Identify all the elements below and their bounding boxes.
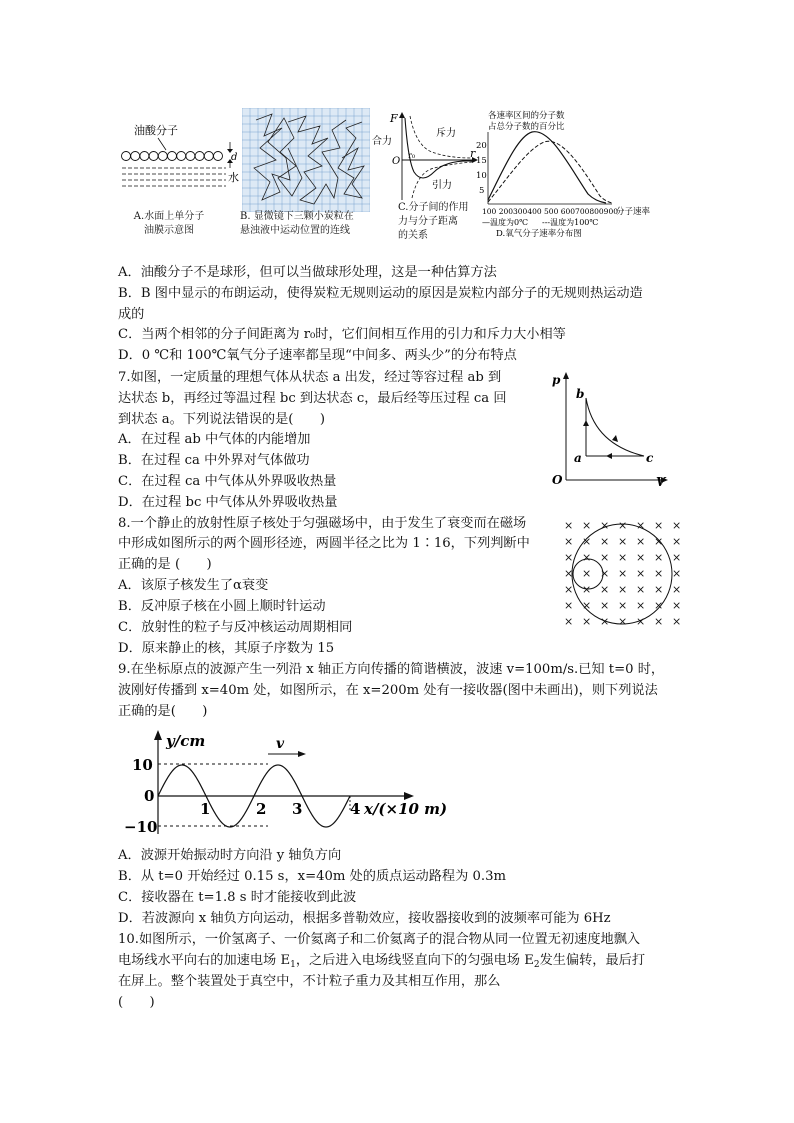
figure-d-y-tick-20: 20 — [476, 141, 487, 151]
q7-stem-line1: 7.如图，一定质量的理想气体从状态 a 出发，经过等容过程 ab 到 — [118, 370, 502, 385]
q9-option-d: D．若波源向 x 轴负方向运动，根据多普勒效应，接收器接收到的波频率可能为 6Hz — [118, 911, 611, 926]
q7-p-axis: p — [552, 373, 561, 387]
field-cross: × — [654, 519, 664, 532]
q10-stem-line2: 电场线水平向右的加速电场 $E_1$，之后进入电场线竖直向下的匀强电场 $E_2$发生偏转，最后打 — [118, 953, 646, 970]
field-cross: × — [636, 519, 646, 532]
oil-molecule — [158, 152, 167, 161]
field-cross: × — [618, 567, 628, 580]
field-cross: × — [654, 615, 664, 628]
field-cross: × — [618, 615, 628, 628]
q10-stem-line1: 10.如图所示，一价氢离子、一价氦离子和二价氦离子的混合物从同一位置无初速度地飘入 — [118, 932, 641, 947]
oil-molecule — [204, 152, 213, 161]
field-cross: × — [672, 599, 682, 612]
field-cross: × — [672, 535, 682, 548]
q7-state-a: a — [574, 451, 582, 465]
oil-molecule — [195, 152, 204, 161]
field-cross: × — [582, 535, 592, 548]
field-cross: × — [564, 519, 574, 532]
q7-pv-diagram — [546, 370, 672, 488]
q9-stem-line2: 波刚好传播到 x=40m 处，如图所示，在 x=200m 处有一接收器(图中未画出)，则下列说法 — [118, 683, 658, 698]
attraction-label: 引力 — [432, 180, 452, 191]
q9-v-label: v — [276, 736, 285, 752]
field-cross: × — [600, 615, 610, 628]
q7-option-d: D．在过程 bc 中气体从外界吸收热量 — [118, 495, 338, 510]
q8-stem-line2: 中形成如图所示的两个圆形径迹，两圆半径之比为 1∶16，下列判断中 — [118, 536, 530, 551]
field-cross: × — [564, 567, 574, 580]
field-cross: × — [672, 551, 682, 564]
field-cross: × — [600, 567, 610, 580]
r0-label: r₀ — [408, 151, 416, 160]
q9-option-c: C．接收器在 t=1.8 s 时才能接收到此波 — [118, 890, 357, 905]
figure-c-caption: C.分子间的作用 力与分子距离 的关系 — [398, 202, 469, 241]
repulsion-label: 斥力 — [436, 128, 456, 139]
q6-option-b-line1: B．B 图中显示的布朗运动，使得炭粒无规则运动的原因是炭粒内部分子的无规则热运动造 — [118, 286, 643, 301]
field-cross: × — [600, 583, 610, 596]
field-cross: × — [618, 519, 628, 532]
q6-option-d: D．0 ℃和 100℃氧气分子速率都呈现“中间多、两头少”的分布特点 — [118, 348, 517, 363]
field-cross: × — [582, 615, 592, 628]
q9-option-b: B．从 t=0 开始经过 0.15 s，x=40m 处的质点运动路程为 0.3m — [118, 869, 506, 884]
q8-option-c: C．放射性的粒子与反冲核运动周期相同 — [118, 620, 353, 635]
field-cross: × — [654, 551, 664, 564]
oil-molecule — [168, 152, 177, 161]
q7-option-b: B．在过程 ca 中外界对气体做功 — [118, 453, 310, 468]
q8-magnetic-field-diagram — [562, 518, 688, 630]
field-cross: × — [564, 583, 574, 596]
figure-d-legend-dashed: ---温度为100℃ — [542, 218, 599, 227]
field-cross: × — [618, 551, 628, 564]
oil-molecule — [131, 152, 140, 161]
q9-x-tick-2: 2 — [256, 800, 267, 818]
force-axis-label: F — [390, 112, 398, 125]
q7-state-c: c — [646, 451, 654, 465]
q7-origin: O — [552, 473, 563, 487]
field-cross: × — [600, 599, 610, 612]
q9-y-top: 10 — [132, 756, 153, 774]
field-cross-marks — [564, 519, 681, 628]
field-cross: × — [654, 599, 664, 612]
q9-y-label: y/cm — [166, 732, 206, 750]
q10-stem-line3: 在屏上。整个装置处于真空中，不计粒子重力及其相互作用，那么 — [118, 974, 501, 989]
curve-0c — [488, 132, 606, 203]
figure-d-y-title-2: 占总分子数的百分比 — [488, 122, 565, 132]
field-cross: × — [618, 535, 628, 548]
figure-d-x-ticks: 100 200300400 500 600700800900 — [482, 207, 618, 216]
field-cross: × — [636, 615, 646, 628]
q6-option-b-line2: 成的 — [118, 307, 145, 322]
field-cross: × — [636, 583, 646, 596]
figure-b-brownian-grid — [242, 108, 370, 212]
oil-molecule — [186, 152, 195, 161]
q8-option-a: A．该原子核发生了α衰变 — [118, 578, 269, 593]
q9-y-bottom: −10 — [124, 818, 158, 836]
q9-stem-line1: 9.在坐标原点的波源产生一列沿 x 轴正方向传播的简谐横波，波速 v=100m/s.已知 t=0 时， — [118, 662, 665, 677]
oil-molecule — [140, 152, 149, 161]
figure-d-caption: D.氧气分子速率分布图 — [496, 229, 582, 238]
field-cross: × — [564, 551, 574, 564]
q9-x-tick-1: 1 — [200, 800, 211, 818]
q9-x-label: x/(×10 m) — [364, 800, 448, 818]
q10-stem-line4: ( ) — [118, 995, 155, 1010]
figure-b-caption: B. 显微镜下三颗小炭粒在 悬浊液中运动位置的连线 — [240, 211, 354, 236]
field-cross: × — [654, 583, 664, 596]
field-cross: × — [564, 615, 574, 628]
oil-molecule — [122, 152, 131, 161]
q7-v-axis: V — [656, 475, 666, 488]
figure-d-y-tick-5: 5 — [479, 186, 485, 196]
figure-d-legend-solid: —温度为0℃ — [482, 218, 529, 227]
field-cross: × — [582, 551, 592, 564]
q9-stem-line3: 正确的是( ) — [118, 704, 208, 719]
field-cross: × — [582, 583, 592, 596]
figure-d-y-tick-10: 10 — [476, 171, 487, 181]
oil-molecule — [149, 152, 158, 161]
figure-d-speed-distribution — [476, 108, 680, 238]
field-cross: × — [636, 551, 646, 564]
field-cross: × — [600, 519, 610, 532]
oil-molecule — [214, 152, 223, 161]
q9-y-zero: 0 — [144, 787, 155, 805]
field-cross: × — [636, 567, 646, 580]
field-cross: × — [564, 599, 574, 612]
q7-option-a: A．在过程 ab 中气体的内能增加 — [118, 432, 311, 447]
figure-d-y-tick-15: 15 — [476, 156, 487, 166]
q9-option-a: A．波源开始振动时方向沿 y 轴负方向 — [118, 848, 342, 863]
figure-a-water-label: 水 — [228, 171, 239, 184]
field-cross: × — [636, 535, 646, 548]
figure-c-force-graph — [372, 110, 480, 206]
q9-wave-graph — [118, 728, 458, 840]
resultant-curve — [405, 118, 472, 178]
field-cross: × — [582, 519, 592, 532]
q7-stem-line3: 到状态 a。下列说法错误的是( ) — [118, 412, 325, 427]
figure-a-d-label: d — [231, 152, 238, 163]
figure-d-x-label: 分子速率 — [616, 207, 651, 217]
field-cross: × — [564, 535, 574, 548]
figure-a-molecule-label: 油酸分子 — [134, 124, 178, 137]
field-cross: × — [672, 519, 682, 532]
field-cross: × — [654, 535, 664, 548]
figure-d-y-title-1: 各速率区间的分子数 — [488, 111, 565, 121]
q8-stem-line1: 8.一个静止的放射性原子核处于匀强磁场中，由于发生了衰变而在磁场 — [118, 516, 527, 531]
origin-label: O — [392, 156, 401, 167]
q7-option-c: C．在过程 ca 中气体从外界吸收热量 — [118, 474, 337, 489]
field-cross: × — [672, 615, 682, 628]
curve-100c — [488, 141, 612, 203]
figure-a-oil-film — [118, 112, 240, 202]
oil-molecules — [122, 152, 223, 161]
q9-x-tick-4: 4 — [350, 800, 361, 818]
q7-stem-line2: 达状态 b，再经过等温过程 bc 到达状态 c，最后经等压过程 ca 回 — [118, 391, 507, 406]
q8-option-b: B．反冲原子核在小圆上顺时针运动 — [118, 599, 326, 614]
field-cross: × — [672, 567, 682, 580]
figure-a-caption: A.水面上单分子 油膜示意图 — [133, 211, 205, 236]
q8-stem-line3: 正确的是 ( ) — [118, 557, 212, 572]
q9-x-tick-3: 3 — [292, 800, 303, 818]
distance-axis-label: r — [470, 147, 476, 160]
q7-state-b: b — [576, 387, 585, 401]
resultant-force-label: 合力 — [372, 136, 392, 147]
q6-option-c: C．当两个相邻的分子间距离为 r₀时，它们间相互作用的引力和斥力大小相等 — [118, 327, 566, 342]
oil-molecule — [177, 152, 186, 161]
q6-option-a: A．油酸分子不是球形，但可以当做球形处理，这是一种估算方法 — [118, 265, 497, 280]
field-cross: × — [582, 599, 592, 612]
field-cross: × — [600, 551, 610, 564]
field-cross: × — [582, 567, 592, 580]
field-cross: × — [618, 583, 628, 596]
field-cross: × — [654, 567, 664, 580]
field-cross: × — [618, 599, 628, 612]
field-cross: × — [672, 583, 682, 596]
field-cross: × — [600, 535, 610, 548]
q8-option-d: D．原来静止的核，其原子序数为 15 — [118, 641, 335, 656]
field-cross: × — [636, 599, 646, 612]
